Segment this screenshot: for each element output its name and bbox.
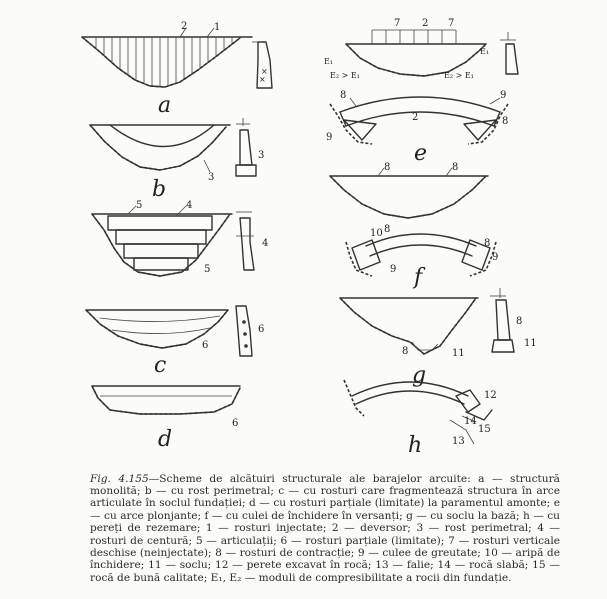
label-5-bottom: 5 <box>204 264 211 275</box>
label-3-b: 3 <box>208 172 215 183</box>
panel-f-top <box>330 162 488 218</box>
figure-label: Fig. 4.155 <box>90 472 149 485</box>
panel-d <box>92 386 240 452</box>
label-11-g: 11 <box>452 348 465 359</box>
label-9-e-right: 9 <box>500 90 507 101</box>
label-8-g: 8 <box>402 346 409 357</box>
panel-b <box>90 118 264 202</box>
panel-letter-b: b <box>152 177 167 202</box>
label-6-d: 6 <box>232 418 239 429</box>
label-4-section: 4 <box>262 238 269 249</box>
panel-e-top <box>324 18 518 80</box>
label-4: 4 <box>186 200 193 211</box>
label-9-f-right: 9 <box>492 252 499 263</box>
label-8-e-left: 8 <box>340 90 347 101</box>
e1-left: E₁ <box>324 57 334 66</box>
panel-e-plan <box>326 90 508 166</box>
label-5-top: 5 <box>136 200 143 211</box>
label-8-e-right: 8 <box>502 116 509 127</box>
label-13: 13 <box>452 436 465 447</box>
panel-c-blocks <box>92 200 268 276</box>
figure-caption <box>90 473 560 585</box>
label-8-f-right: 8 <box>452 162 459 173</box>
panel-letter-d: d <box>158 427 173 452</box>
label-9-e-left: 9 <box>326 132 333 143</box>
panel-letter-h: h <box>408 433 423 458</box>
label-7-right: 7 <box>448 18 455 29</box>
label-2-e: 2 <box>422 18 429 29</box>
panel-letter-c: c <box>154 353 167 378</box>
e1-right: E₁ <box>480 47 490 56</box>
label-8-f-plan-right: 8 <box>484 238 491 249</box>
label-8-g-section: 8 <box>516 316 523 327</box>
label-6-section: 6 <box>258 324 265 335</box>
label-15: 15 <box>478 424 491 435</box>
panel-g <box>340 288 537 388</box>
svg-text:×: × <box>261 67 268 76</box>
e2-gt-e1-right: E₂ > E₁ <box>444 71 474 80</box>
panel-a <box>82 21 272 118</box>
label-8-f-left: 8 <box>384 162 391 173</box>
panel-letter-e: e <box>414 141 428 166</box>
label-9-f-left: 9 <box>390 264 397 275</box>
panel-letter-a: a <box>158 93 172 118</box>
panel-letter-f: f <box>414 265 423 290</box>
panel-f-plan <box>346 224 498 290</box>
label-11-g-section: 11 <box>524 338 537 349</box>
panel-h <box>344 380 497 458</box>
label-8-f-plan: 8 <box>384 224 391 235</box>
label-6-c: 6 <box>202 340 209 351</box>
panel-c <box>86 306 264 378</box>
label-14: 14 <box>464 416 477 427</box>
svg-text:×: × <box>259 75 266 84</box>
label-7-left: 7 <box>394 18 401 29</box>
label-3-b-section: 3 <box>258 150 265 161</box>
e2-gt-e1-left: E₂ > E₁ <box>330 71 360 80</box>
panel-letter-g: g <box>412 363 427 388</box>
label-10: 10 <box>370 228 383 239</box>
label-2-e-plan: 2 <box>412 112 419 123</box>
label-1: 1 <box>214 22 221 33</box>
label-2: 2 <box>181 21 188 32</box>
caption-text: —Scheme de alcătuiri structurale ale barajelor arcuite: a — structură monolită; b — cu rost perimetral; c — cu rosturi care fragmentează structura în arce articulate în soclul fundației; d — cu rosturi parțiale (limitate) la paramentul amonte; e — cu arce plonjante; f — cu culei de închidere în versanți; g — cu soclu la bază; h — cu pereți de rezemare; 1 — rosturi injectate; 2 — deversor; 3 — rost perimetral; 4 — rosturi de centură; 5 — articulații; 6 — rosturi parțiale (limitate); 7 — rosturi verticale deschise (neinjectate); 8 — rosturi de contracție; 9 — culee de greutate; 10 — aripă de închidere; 11 — soclu; 12 — perete excavat în rocă; 13 — falie; 14 — rocă slabă; 15 — rocă de bună calitate; E₁, E₂ — moduli de compresibilitate a rocii din fundație. <box>90 472 560 584</box>
label-12: 12 <box>484 390 497 401</box>
